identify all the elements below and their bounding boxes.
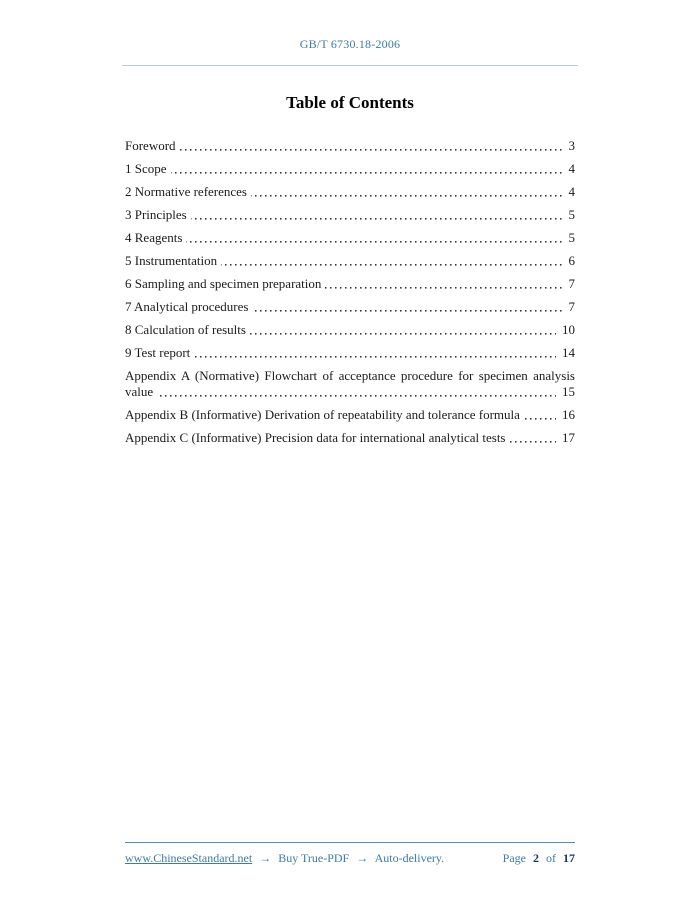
total-page-number: 17 — [563, 851, 575, 865]
toc-entry-page: 16 — [556, 407, 575, 423]
page-footer — [125, 842, 575, 866]
toc-entry-page: 7 — [563, 276, 576, 292]
toc-entry-page: 15 — [556, 384, 575, 400]
toc-entry-label: 9 Test report — [125, 345, 194, 360]
toc-entry — [125, 368, 575, 400]
toc-entry-label: Appendix B (Informative) Derivation of repeatability and tolerance formula — [125, 407, 524, 422]
toc-entry-label: 4 Reagents — [125, 230, 186, 245]
arrow-icon: → — [259, 851, 272, 865]
toc-list — [125, 138, 575, 446]
page-indicator — [499, 851, 575, 866]
toc-entry-page: 17 — [556, 430, 575, 446]
header-divider — [122, 65, 578, 66]
toc-entry — [125, 207, 575, 223]
toc-entry-page: 3 — [563, 138, 576, 154]
toc-entry-page: 7 — [563, 299, 576, 315]
page-word: Page — [502, 851, 526, 865]
footer-divider — [125, 842, 575, 843]
toc-entry-label: Appendix C (Informative) Precision data for international analytical tests — [125, 430, 510, 445]
toc-entry-page: 10 — [556, 322, 575, 338]
toc-entry-label: 5 Instrumentation — [125, 253, 221, 268]
footer-links — [125, 851, 448, 866]
toc-entry-label: Appendix A (Normative) Flowchart of acceptance procedure for specimen analysis value — [125, 368, 575, 399]
toc-entry-page: 5 — [563, 207, 576, 223]
page-header — [0, 0, 700, 66]
standard-number: GB/T 6730.18-2006 — [299, 37, 401, 51]
footer-action-buy: Buy True-PDF — [278, 851, 350, 865]
toc-entry — [125, 299, 575, 315]
toc-entry — [125, 161, 575, 177]
toc-entry-page: 5 — [563, 230, 576, 246]
toc-entry-page: 4 — [563, 161, 576, 177]
toc-entry-label: 2 Normative references — [125, 184, 251, 199]
footer-action-delivery: Auto-delivery. — [374, 851, 445, 865]
toc-entry — [125, 322, 575, 338]
toc-entry — [125, 184, 575, 200]
toc-entry-label: 3 Principles — [125, 207, 191, 222]
toc-entry — [125, 407, 575, 423]
toc-entry-page: 4 — [563, 184, 576, 200]
toc-entry-label: Foreword — [125, 138, 180, 153]
current-page-number: 2 — [533, 851, 539, 865]
toc-entry-label: 1 Scope — [125, 161, 171, 176]
toc-entry — [125, 253, 575, 269]
of-word: of — [546, 851, 556, 865]
toc-entry-label: 8 Calculation of results — [125, 322, 250, 337]
toc-entry — [125, 345, 575, 361]
toc-entry — [125, 230, 575, 246]
toc-entry — [125, 138, 575, 154]
toc-entry-label: 6 Sampling and specimen preparation — [125, 276, 325, 291]
toc-entry — [125, 276, 575, 292]
page-title: Table of Contents — [286, 93, 414, 112]
toc-entry-page: 6 — [563, 253, 576, 269]
arrow-icon: → — [356, 851, 369, 865]
website-link[interactable]: www.ChineseStandard.net — [125, 851, 253, 865]
toc-entry-label: 7 Analytical procedures — [125, 299, 252, 314]
toc-entry-page: 14 — [556, 345, 575, 361]
toc-entry — [125, 430, 575, 446]
